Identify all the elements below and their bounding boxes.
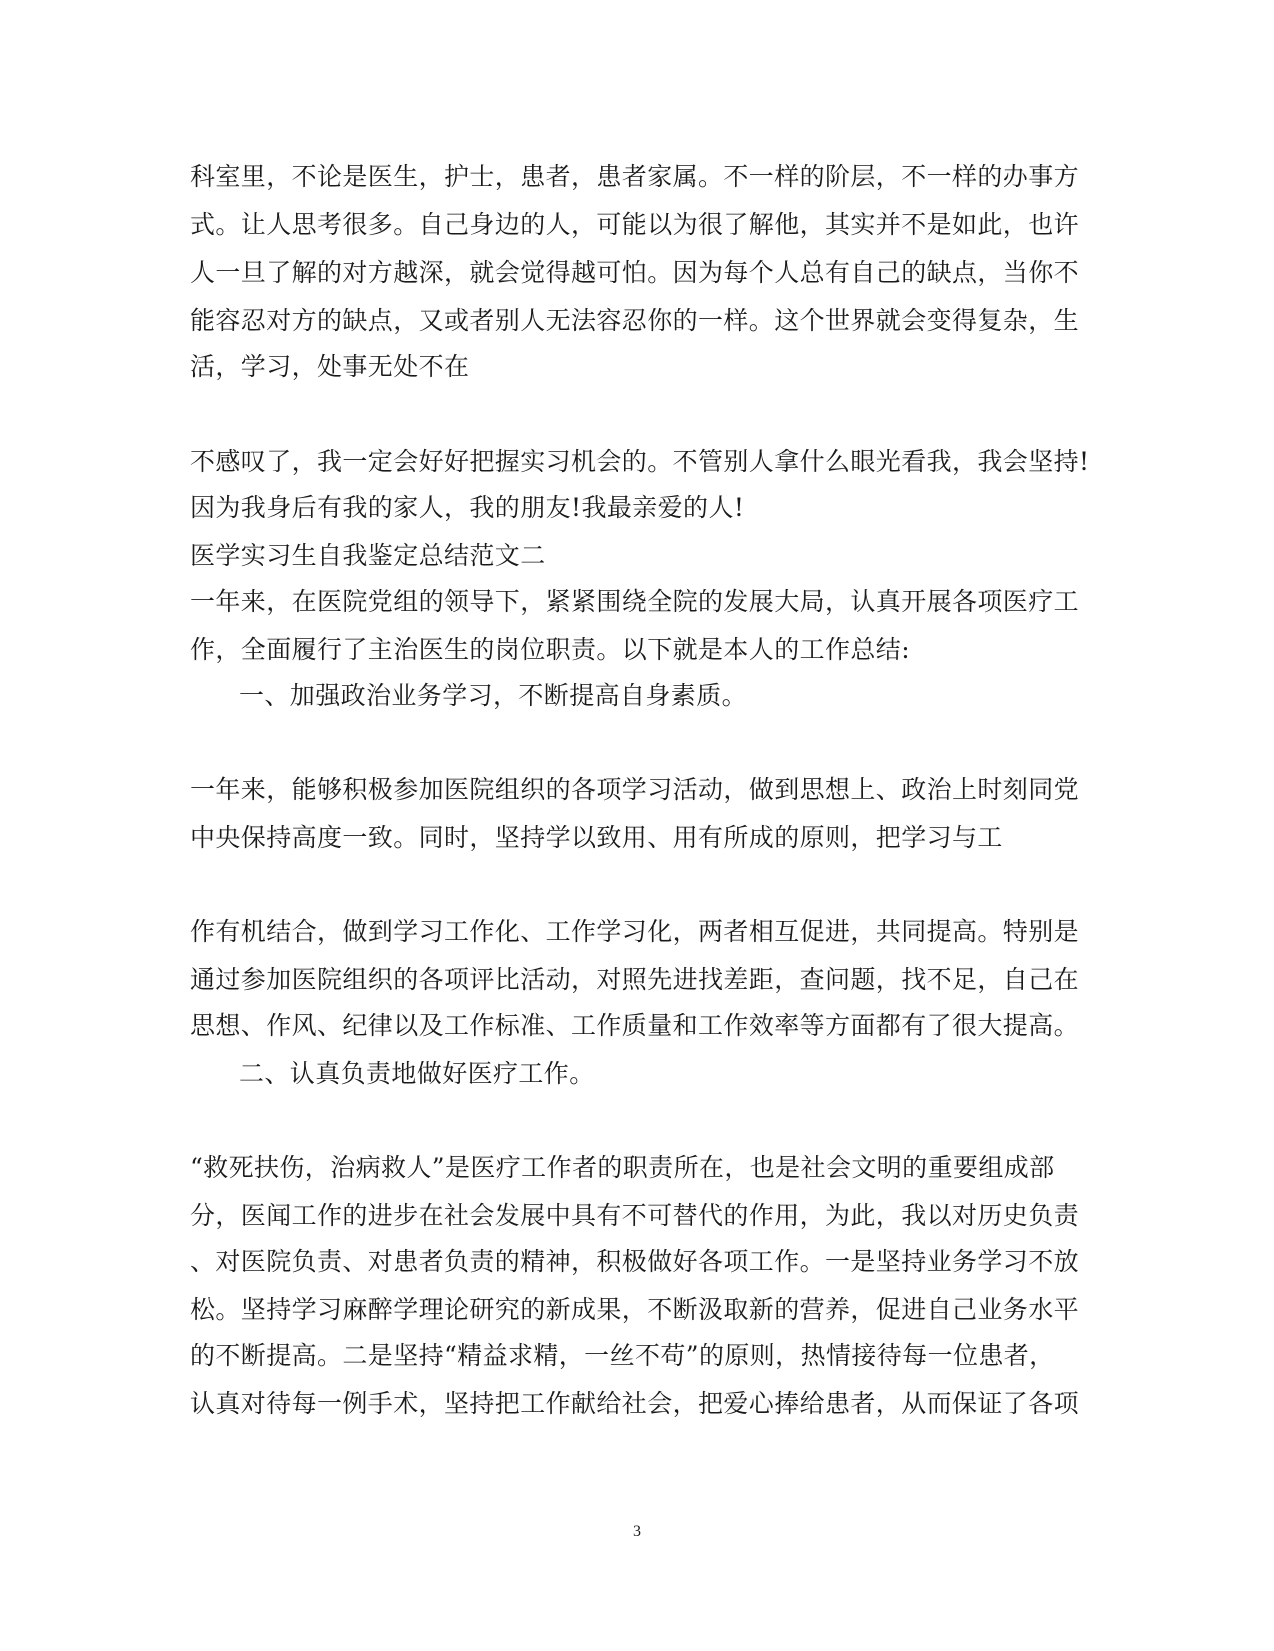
section-heading: 医学实习生自我鉴定总结范文二 <box>190 541 546 570</box>
body-text-line: 思想、作风、纪律以及工作标准、工作质量和工作效率等方面都有了很大提高。 <box>190 1011 1080 1040</box>
body-text-line: 能容忍对方的缺点，又或者别人无法容忍你的一样。这个世界就会变得复杂，生 <box>190 306 1080 335</box>
body-text-line: 松。坚持学习麻醉学理论研究的新成果，不断汲取新的营养，促进自己业务水平 <box>190 1295 1080 1324</box>
body-text-line: 分，医闻工作的进步在社会发展中具有不可替代的作用，为此，我以对历史负责 <box>190 1201 1080 1230</box>
body-text-line: 人一旦了解的对方越深，就会觉得越可怕。因为每个人总有自己的缺点，当你不 <box>190 258 1080 287</box>
body-text-line: 活，学习，处事无处不在 <box>190 352 470 381</box>
body-text-line: 不感叹了，我一定会好好把握实习机会的。不管别人拿什么眼光看我，我会坚持! <box>190 447 1090 476</box>
subsection-heading: 二、认真负责地做好医疗工作。 <box>239 1059 595 1088</box>
body-text-line: 科室里，不论是医生，护士，患者，患者家属。不一样的阶层，不一样的办事方 <box>190 162 1080 191</box>
body-text-line: 因为我身后有我的家人，我的朋友!我最亲爱的人! <box>190 493 745 522</box>
body-text-line: 一年来，在医院党组的领导下，紧紧围绕全院的发展大局，认真开展各项医疗工 <box>190 587 1080 616</box>
body-text-line: 的不断提高。二是坚持“精益求精，一丝不苟”的原则，热情接待每一位患者， <box>190 1341 1055 1370</box>
body-text-line: 一年来，能够积极参加医院组织的各项学习活动，做到思想上、政治上时刻同党 <box>190 775 1080 804</box>
body-text-line: 式。让人思考很多。自己身边的人，可能以为很了解他，其实并不是如此，也许 <box>190 210 1080 239</box>
body-text-line: “救死扶伤，治病救人”是医疗工作者的职责所在，也是社会文明的重要组成部 <box>190 1153 1055 1182</box>
page-number: 3 <box>633 1523 641 1540</box>
body-text-line: 中央保持高度一致。同时，坚持学以致用、用有所成的原则，把学习与工 <box>190 823 1003 852</box>
subsection-heading: 一、加强政治业务学习，不断提高自身素质。 <box>239 681 748 710</box>
body-text-line: 通过参加医院组织的各项评比活动，对照先进找差距，查问题，找不足，自己在 <box>190 965 1080 994</box>
body-text-line: 认真对待每一例手术，坚持把工作献给社会，把爱心捧给患者，从而保证了各项 <box>190 1389 1080 1418</box>
body-text-line: 作，全面履行了主治医生的岗位职责。以下就是本人的工作总结: <box>190 635 911 664</box>
body-text-line: 、对医院负责、对患者负责的精神，积极做好各项工作。一是坚持业务学习不放 <box>190 1247 1080 1276</box>
body-text-line: 作有机结合，做到学习工作化、工作学习化，两者相互促进，共同提高。特别是 <box>190 917 1080 946</box>
